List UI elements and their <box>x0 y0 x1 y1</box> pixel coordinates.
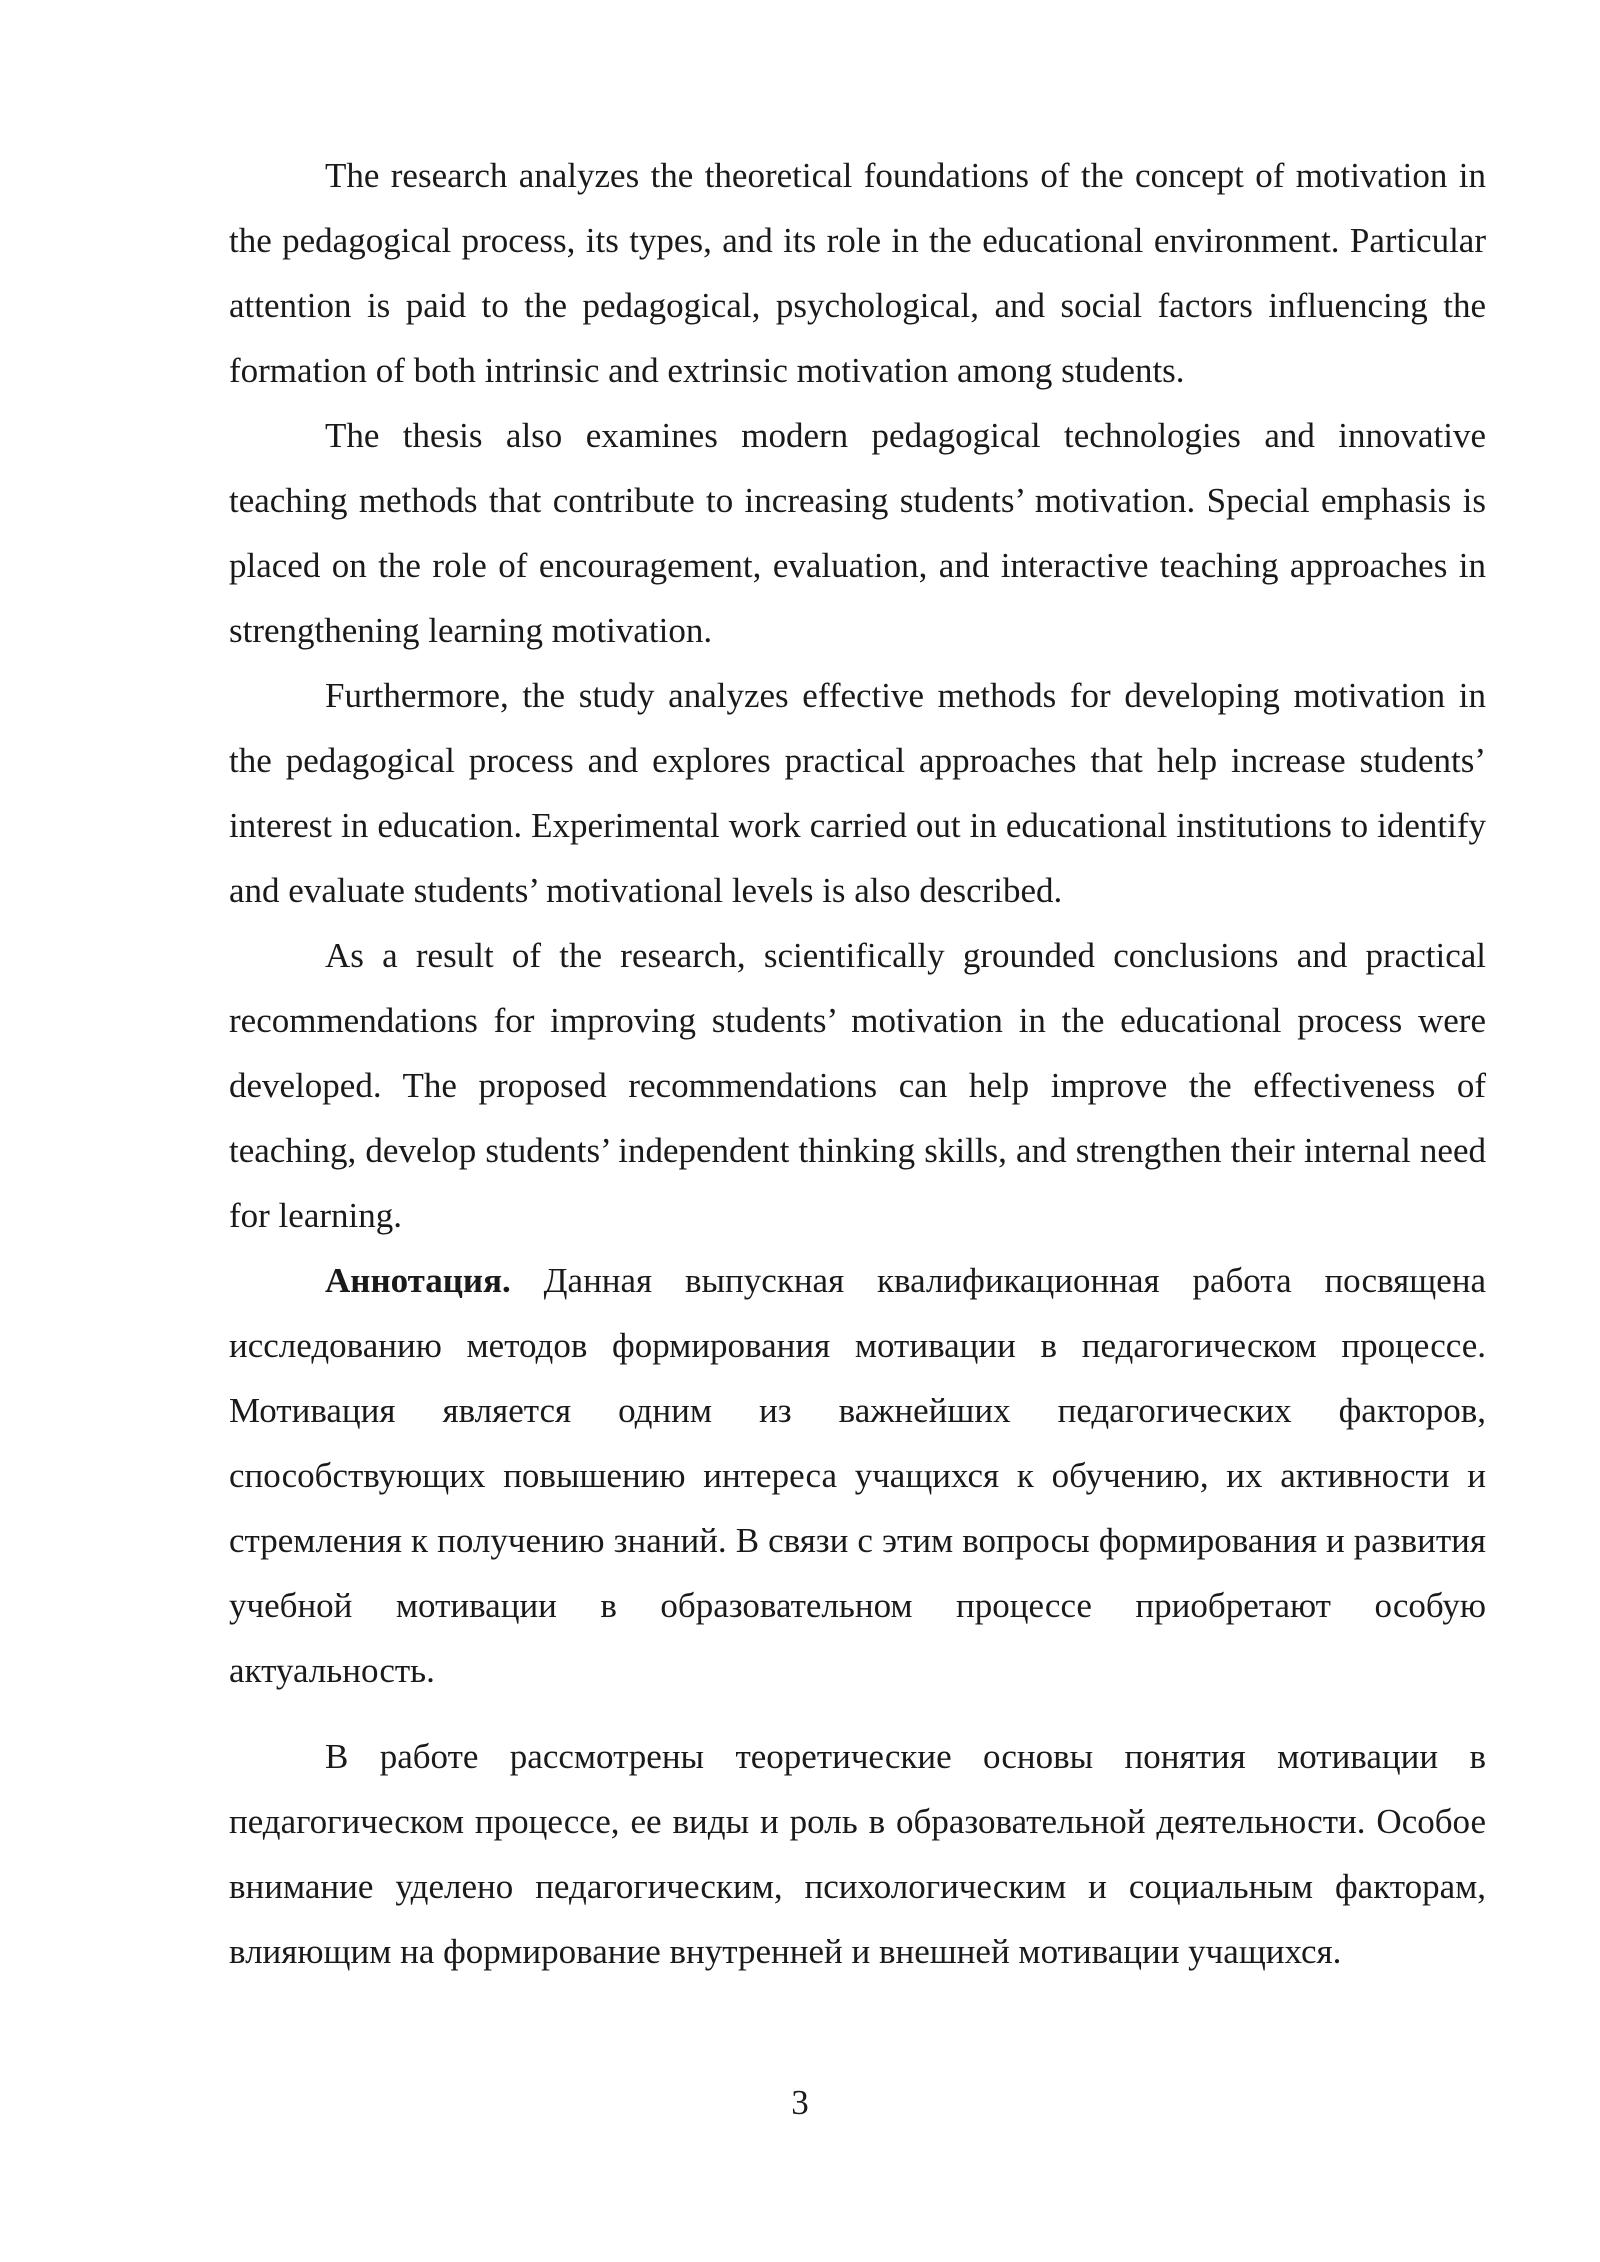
paragraph-text: В работе рассмотрены теоретические основы понятия мотивации в педагогическом процессе, ее виды и роль в образовательной деятельности. Особое внимание уделено педагогическим, психологическим и социальным факторам, влияющим на формирование внутренней и внешней мотивации учащихся. <box>229 1737 1486 1971</box>
paragraph-thesis-technologies <box>229 403 1486 663</box>
paragraph-research-foundations <box>229 143 1486 403</box>
paragraph-text: Данная выпускная квалификационная работа посвящена исследованию методов формирования мотивации в педагогическом процессе. Мотивация является одним из важнейших педагогических факторов, способствующих повышению интереса учащихся к обучению, их активности и стремления к получению знаний. В связи с этим вопросы формирования и развития учебной мотивации в образовательном процессе приобретают особую актуальность. <box>229 1261 1487 1690</box>
paragraph-study-methods <box>229 663 1486 923</box>
page-number: 3 <box>791 2083 809 2122</box>
body-text <box>229 143 1486 1984</box>
paragraph-text: The thesis also examines modern pedagogical technologies and innovative teaching methods that contribute to increasing students’ motivation. Special emphasis is placed on the role of encouragement, evaluation, and interactive teaching approaches in strengthening learning motivation. <box>229 416 1486 650</box>
paragraph-theoretical-basis <box>229 1724 1486 1984</box>
paragraph-annotation <box>229 1248 1486 1703</box>
paragraph-research-results <box>229 923 1486 1248</box>
paragraph-text: Furthermore, the study analyzes effective methods for developing motivation in the pedagogical process and explores practical approaches that help increase students’ interest in education. Experimental work carried out in educational institutions to identify and evaluate students’ motivational levels is also described. <box>229 676 1486 910</box>
paragraph-text: The research analyzes the theoretical foundations of the concept of motivation in the pedagogical process, its types, and its role in the educational environment. Particular attention is paid to the pedagogical, psychological, and social factors influencing the formation of both intrinsic and extrinsic motivation among students. <box>229 156 1486 390</box>
annotation-heading: Аннотация. <box>325 1261 511 1300</box>
paragraph-text: As a result of the research, scientifically grounded conclusions and practical recommendations for improving students’ motivation in the educational process were developed. The proposed recommendations can help improve the effectiveness of teaching, develop students’ independent thinking skills, and strengthen their internal need for learning. <box>229 936 1486 1235</box>
